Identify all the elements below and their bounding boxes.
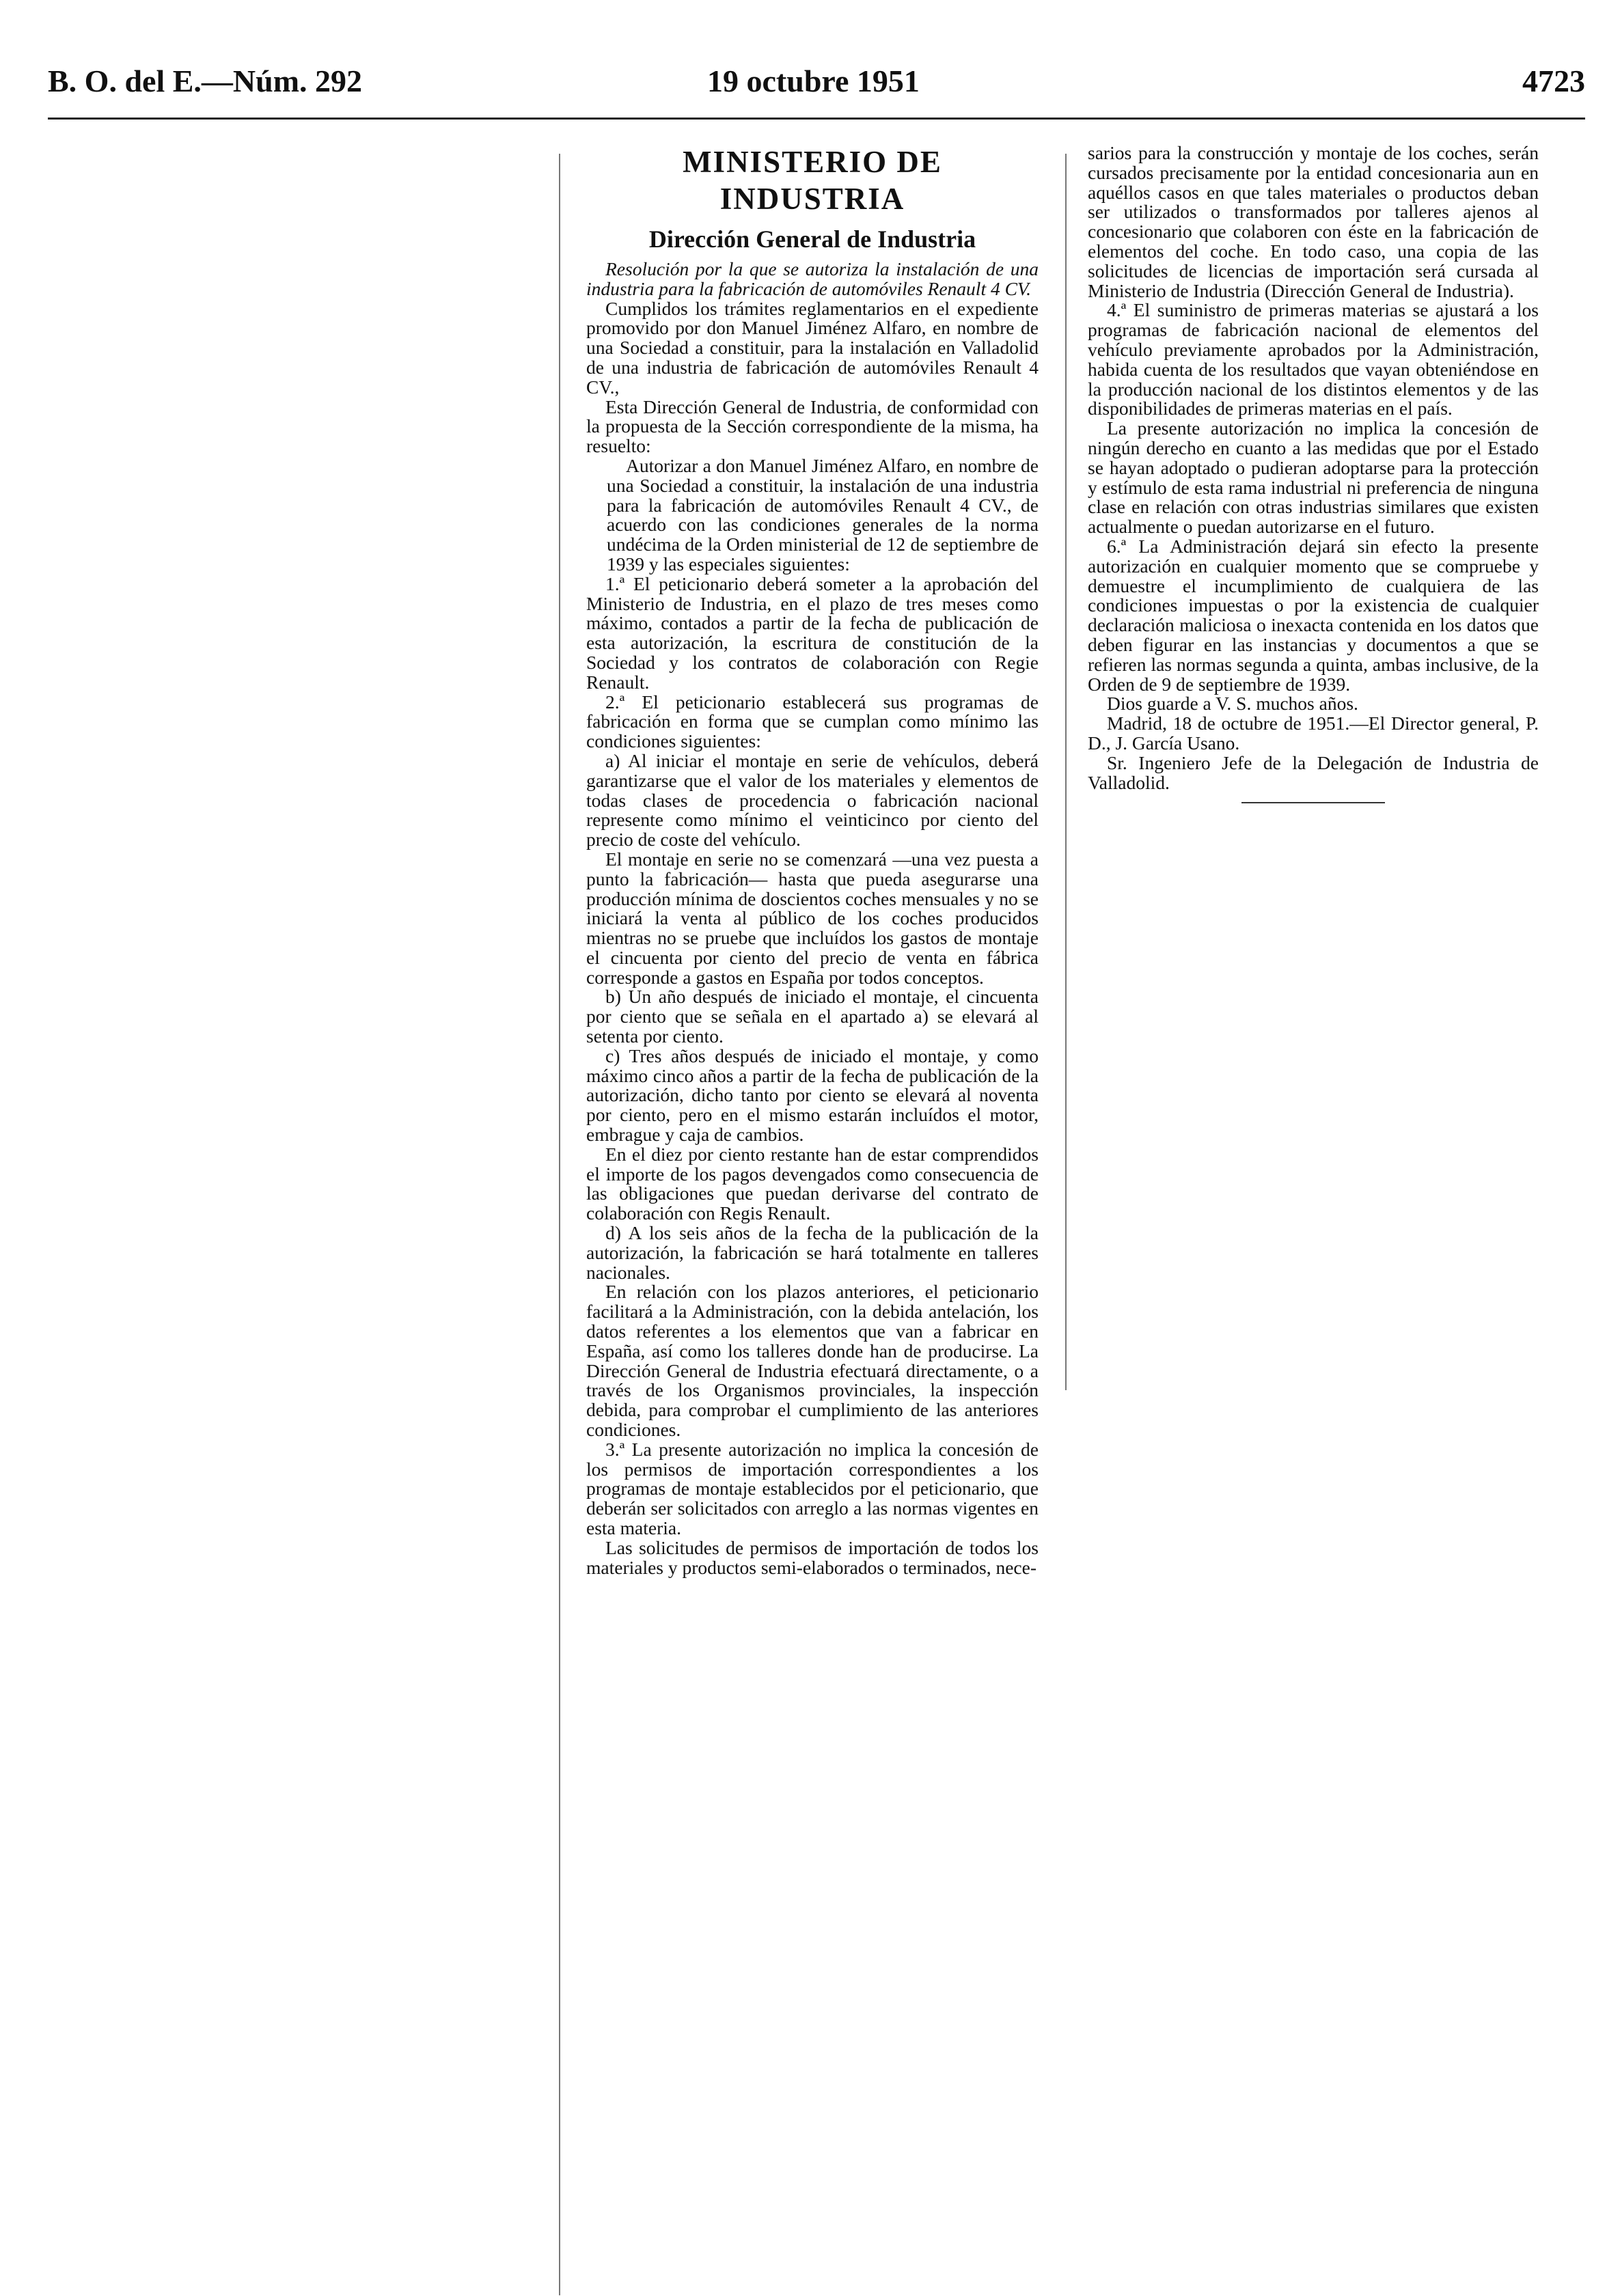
header-rule — [48, 117, 1585, 120]
paragraph: Las solicitudes de permisos de importación de todos los materiales y productos semi-elaborados o terminados, nece- — [586, 1536, 1039, 1578]
paragraph: Autorizar a don Manuel Jiménez Alfaro, en nombre de una Sociedad a constituir, la instalación de una industria para la fabricación de automóviles Renault 4 CV., de acuerdo con las condiciones generales de la norma undécima de la Orden ministerial de 12 de septiembre de 1939 y las especiales siguientes: — [607, 454, 1039, 575]
condition-6: 6.ª La Administración dejará sin efecto la presente autorización en cualquier momento que se compruebe y demuestre el incumplimiento de cualquiera de las condiciones impuestas o por la existencia de cualquier declaración maliciosa o inexacta contenida en los datos que deben figurar en las instancias y documentos a que se refieren las normas segunda a quinta, ambas inclusive, de la Orden de 9 de septiembre de 1939. — [1088, 535, 1539, 695]
paragraph: En el diez por ciento restante han de estar comprendidos el importe de los pagos devengados como consecuencia de las obligaciones que puedan derivarse del contrato de colaboración con Regis Renault. — [586, 1143, 1039, 1224]
condition-2c: c) Tres años después de iniciado el montaje, y como máximo cinco años a partir de la fecha de publicación de la autorización, dicho tanto por ciento se elevará al noventa por ciento, pero en el mismo estarán incluídos el motor, embrague y caja de cambios. — [586, 1045, 1039, 1146]
condition-2d: d) A los seis años de la fecha de la publicación de la autorización, la fabricación se hará totalmente en talleres nacionales. — [586, 1222, 1039, 1283]
condition-2a: a) Al iniciar el montaje en serie de vehículos, deberá garantizarse que el valor de los materiales y elementos de todas clases de procedencia o fabricación nacional represente como mínimo el veinticinco por ciento del precio de coste del vehículo. — [586, 749, 1039, 850]
resolution-summary: Resolución por la que se autoriza la instalación de una industria para la fabricación de automóviles Renault 4 CV. — [586, 258, 1039, 299]
addressee: Sr. Ingeniero Jefe de la Delegación de Industria de Valladolid. — [1088, 751, 1539, 793]
direction-heading: Dirección General de Industria — [648, 225, 976, 253]
paragraph: Cumplidos los trámites reglamentarios en el expediente promovido por don Manuel Jiménez Alfaro, en nombre de una Sociedad a constituir, para la instalación en Valladolid de una industria de fabricación de automóviles Renault 4 CV., — [586, 297, 1039, 398]
condition-4: 4.ª El suministro de primeras materias se ajustará a los programas de fabricación nacional de elementos del vehículo previamente aprobados por la Administración, habida cuenta de los resultados que vayan obteniéndose en la producción nacional de los distintos elementos y de las disponibilidades de primeras materias en el país. — [1088, 299, 1539, 419]
column-divider-left — [559, 154, 560, 2295]
paragraph: El montaje en serie no se comenzará —una vez puesta a punto la fabricación— hasta que pueda asegurarse una producción mínima de doscientos coches mensuales y no se iniciará la venta al público de los coches producidos mientras no se pruebe que incluídos los gastos de montaje el cincuenta por ciento del precio de venta en fábrica corresponde a gastos en España por todos conceptos. — [586, 848, 1039, 988]
middle-column — [586, 143, 1039, 1577]
paragraph-continued: sarios para la construcción y montaje de los coches, serán cursados precisamente por la entidad concesionaria aun en aquéllos casos en que tales materiales o productos deban ser utilizados o transformados por talleres ajenos al concesionario que colaboren con éste en la fabricación de elementos del coche. En todo caso, una copia de las solicitudes de licencias de importación será cursada al Ministerio de Industria (Dirección General de Industria). — [1088, 142, 1539, 301]
paragraph: En relación con los plazos anteriores, el peticionario facilitará a la Administración, con la debida antelación, los datos referentes a los elementos que van a fabricar en España, así como los talleres donde han de producirse. La Dirección General de Industria efectuará directamente, o a través de los Organismos provinciales, la inspección debida, para comprobar el cumplimiento de las anteriores condiciones. — [586, 1281, 1039, 1441]
paragraph: Esta Dirección General de Industria, de conformidad con la propuesta de la Sección correspondiente de la misma, ha resuelto: — [586, 396, 1039, 457]
condition-3: 3.ª La presente autorización no implica la concesión de los permisos de importación correspondientes a los programas de montaje establecidos por el peticionario, que deberán ser solicitados con arreglo a las normas vigentes en esta materia. — [586, 1438, 1039, 1538]
signature: Madrid, 18 de octubre de 1951.—El Director general, P. D., J. García Usano. — [1088, 713, 1539, 753]
paragraph: La presente autorización no implica la concesión de ningún derecho en cuanto a las medidas que por el Estado se hayan adoptado o pudieran adoptarse para la protección y estímulo de esta rama industrial ni preferencia de ninguna clase en relación con otras industrias similares que existen actualmente o puedan autorizarse en el futuro. — [1088, 417, 1539, 538]
right-column — [1088, 143, 1539, 803]
page-header — [48, 63, 1585, 111]
publication-date: 19 octubre 1951 — [707, 64, 920, 98]
ministry-heading: MINISTERIO DE INDUSTRIA — [683, 145, 942, 216]
page-number: 4723 — [1522, 64, 1585, 98]
closing-formula: Dios guarde a V. S. muchos años. — [1107, 693, 1358, 715]
end-rule — [1241, 802, 1385, 803]
column-divider-right — [1065, 154, 1067, 1390]
condition-2: 2.ª El peticionario establecerá sus programas de fabricación en forma que se cumplan como mínimo las condiciones siguientes: — [586, 691, 1039, 752]
gazette-issue: B. O. del E.—Núm. 292 — [48, 64, 363, 98]
condition-2b: b) Un año después de iniciado el montaje, el cincuenta por ciento que se señala en el apartado a) se elevará al setenta por ciento. — [586, 986, 1039, 1047]
condition-1: 1.ª El peticionario deberá someter a la aprobación del Ministerio de Industria, en el plazo de tres meses como máximo, contados a partir de la fecha de publicación de esta autorización, la escritura de constitución de la Sociedad y los contratos de colaboración con Regie Renault. — [586, 572, 1039, 693]
